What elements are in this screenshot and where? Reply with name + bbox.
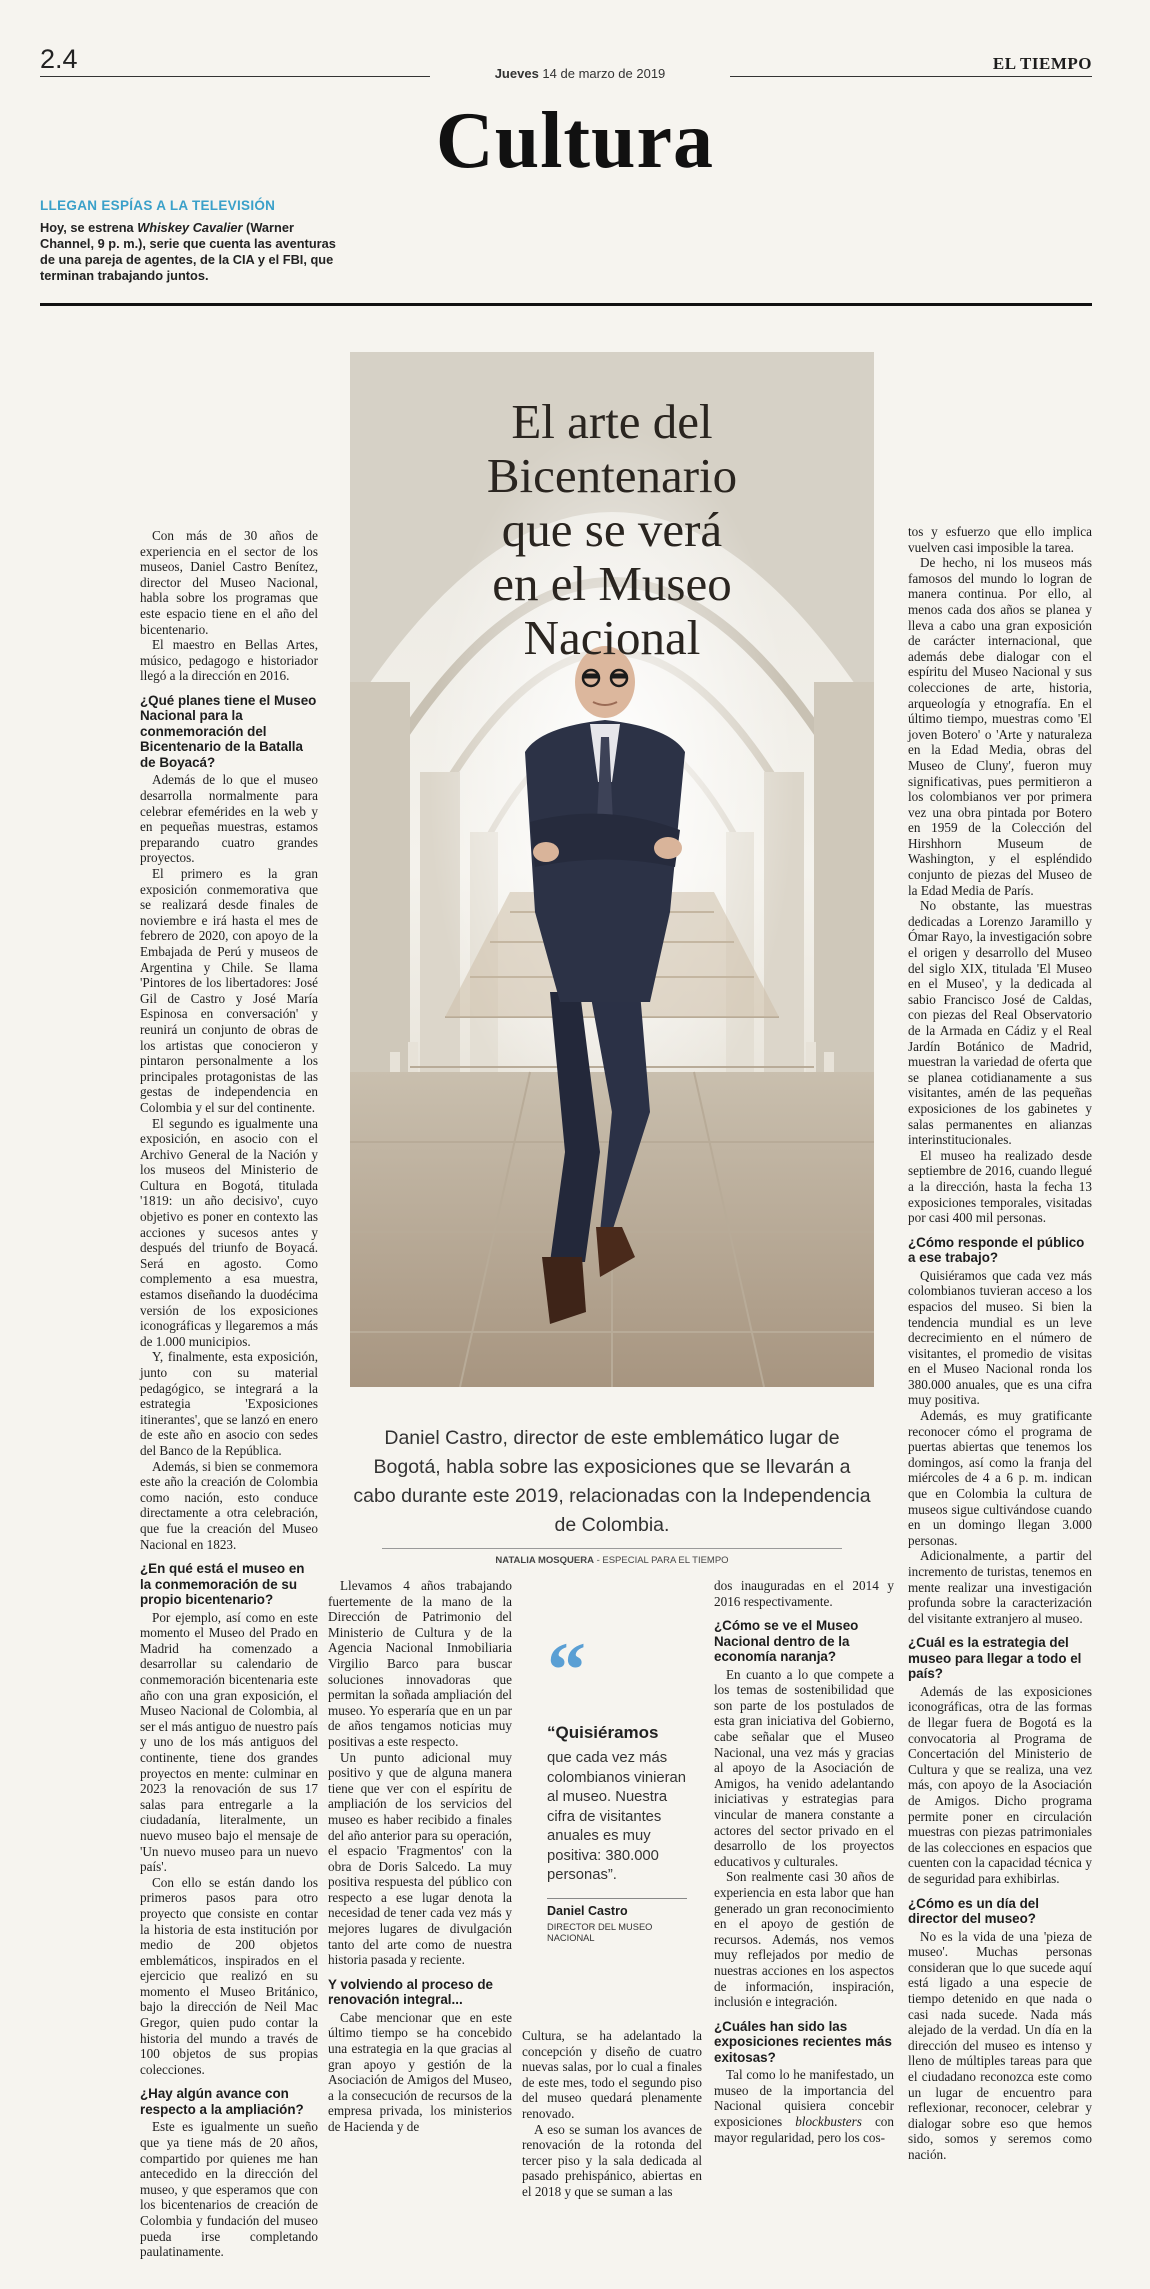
paragraph: Un punto adicional muy positivo y que de alguna manera tiene que ver con el espíritu de ampliación de los servicios del museo es haber recibido a finales del año anterior para su operación, el espacio 'Fragmentos' con la obra de Doris Salcedo. La muy positiva respuesta del público con respecto a ese lugar denota la necesidad de tener cada vez más y mejores lugares de divulgación tanto del arte como de nuestra historia pasada y reciente. [328, 1749, 512, 1968]
question-heading: Y volviendo al proceso de renovación integral... [328, 1976, 493, 2008]
byline-rule [382, 1548, 842, 1549]
section-divider [40, 303, 1092, 306]
question-heading: ¿Hay algún avance con respecto a la ampliación? [140, 2086, 304, 2117]
paragraph: El segundo es igualmente una exposición, en asocio con el Archivo General de la Nación y los museos del Ministerio de Cultura en Bogotá, titulada '1819: un año decisivo', cuyo objetivo es poner en contexto las acciones y sucesos antes y después del triunfo de Boyacá. Será en agosto. Como complemento a esa muestra, estamos diseñando la duodécima versión de los exposiciones iconográficas y llegaremos a más de 1.000 municipios. [140, 1115, 318, 1349]
paragraph [714, 2067, 894, 2145]
question-heading: ¿Cuáles han sido las exposiciones recientes más exitosas? [714, 2018, 892, 2065]
masthead: EL TIEMPO [987, 54, 1092, 74]
pullquote-name: Daniel Castro [547, 1904, 628, 1918]
question-heading: ¿Cómo se ve el Museo Nacional dentro de la economía naranja? [714, 1618, 859, 1665]
pullquote-rule [547, 1898, 687, 1899]
paragraph: Además de lo que el museo desarrolla normalmente para celebrar efemérides en la web y en pequeñas muestras, estamos preparando cuatro grandes proyectos. [140, 772, 318, 866]
paragraph: Llevamos 4 años trabajando fuertemente de la mano de la Dirección de Patrimonio del Ministerio de Cultura y de la Agencia Nacional Inmobiliaria Virgilio Barco para buscar soluciones innovadoras que permitan la soñada ampliación del museo. Yo esperaría que en un par de años tengamos noticias muy positivas a este respecto. [328, 1578, 512, 1749]
paragraph: Además de las exposiciones iconográficas, otra de las formas de llegar fuera de Bogotá es la convocatoria al Programa de Concertación del Ministerio de Cultura y que se realiza, una vez más, con apoyo de la Asociación de Amigos. Dicho programa permite poner en circulación muestras con piezas patrimoniales de las colecciones en espacios que cuenten con la capacidad técnica y de seguridad para exhibirlas. [908, 1683, 1092, 1886]
paragraph: En cuanto a lo que compete a los temas de sostenibilidad que son parte de los postulados de esta gran iniciativa del Gobierno, cabe señalar que el Museo Nacional, una vez más y gracias al apoyo de la Asociación de Amigos, ha venido adelantando iniciativas y estrategias para vincular de manera constante a actores del sector privado en el desarrollo de los proyectos educativos y culturales. [714, 1666, 894, 1869]
question-heading: ¿Cómo es un día del director del museo? [908, 1895, 1039, 1927]
pullquote-lead: “Quisiéramos [547, 1723, 659, 1742]
paragraph: A eso se suman los avances de renovación de la rotonda del tercer piso y la sala dedicada al pasado prehispánico, abiertas en el 2018 y que se suman a las [522, 2121, 702, 2199]
paragraph: Y, finalmente, esta exposición, junto con su material pedagógico, se integrará a la estrategia 'Exposiciones itinerantes', que se lanzó en enero de este año en asocio con sedes del Banco de la República. [140, 1349, 318, 1458]
paragraph: Además, si bien se conmemora este año la creación de Colombia como nación, esto conduce directamente a otra celebración, que fue la creación del Museo Nacional en 1823. [140, 1458, 318, 1552]
date-rest: 14 de marzo de 2019 [542, 66, 666, 81]
article-column-4 [714, 1578, 894, 2145]
paragraph: Adicionalmente, a partir del incremento de turistas, tenemos en mente realizar una investigación profunda sobre la caracterización del visitante extranjero al museo. [908, 1548, 1092, 1626]
teaser-show-title: Whiskey Cavalier [137, 220, 243, 235]
date-day: Jueves [494, 66, 539, 81]
question-heading: ¿Qué planes tiene el Museo Nacional para la conmemoración del Bicentenario de la Batalla de Boyacá? [140, 692, 317, 770]
paragraph: dos inauguradas en el 2014 y 2016 respectivamente. [714, 1578, 894, 1609]
paragraph: Por ejemplo, así como en este momento el Museo del Prado en Madrid ha comenzado a desarrollar su calendario de conmemoración bicentenaria este año con una gran exposición, el Museo Nacional de Colombia, al ser el más antiguo de nuestro país y uno de los más antiguos del continente, tiene dos grandes proyectos en mente: culminar en 2023 la renovación de sus 17 salas para entregarle a la ciudadanía, literalmente, un nuevo museo bajo el mensaje de 'Un nuevo museo para un nuevo país'. [140, 1609, 318, 1875]
question-heading: ¿Cuál es la estrategia del museo para llegar a todo el país? [908, 1635, 1082, 1682]
question-heading: ¿En qué está el museo en la conmemoración de su propio bicentenario? [140, 1561, 305, 1608]
page-number: 2.4 [40, 44, 78, 74]
headline-line: en el Museo [492, 556, 732, 611]
paragraph: Además, es muy gratificante reconocer cómo el programa de puertas abiertas que tenemos los domingos, así como la franja del miércoles de 4 a 6 p. m. indican que en Colombia la cultura de museos sigue cultivándose cuando en un domingo llegan 3.000 personas. [908, 1408, 1092, 1548]
teaser-text-pre: Hoy, se estrena [40, 220, 138, 235]
question-heading: ¿Cómo responde el público a ese trabajo? [908, 1234, 1085, 1266]
article-headline [350, 395, 874, 665]
paragraph: El primero es la gran exposición conmemorativa que se realizará desde finales de noviembre e irá hasta el mes de febrero de 2020, con apoyo de la Embajada de Perú y museos de Argentina y Chile. Se llama 'Pintores de los libertadores: José Gil de Castro y José María Espinosa en conversación' y reunirá un conjunto de obras de los artistas que conocieron y pintaron personalmente a los principales protagonistas de las gestas de independencia en Colombia y el sur del continente. [140, 866, 318, 1115]
article-column-1 [140, 528, 318, 2260]
paragraph: Cabe mencionar que en este último tiempo se ha concebido una estrategia en la que gracias al gran apoyo y gestión de la Asociación de Amigos del Museo, a la consecución de recursos de la empresa privada, los ministerios de Hacienda y de [328, 2009, 512, 2134]
headline-line: Nacional [523, 610, 701, 665]
paragraph: Con ello se están dando los primeros pasos para otro proyecto que consiste en contar la historia de esta institución por medio de 200 objetos emblemáticos, inspirados en el ejercicio que realizó en su momento el Museo Británico, bajo la dirección de Neil Mac Gregor, quien pudo contar la historia del mundo a través de 100 objetos de sus propias colecciones. [140, 1874, 318, 2077]
article-column-5 [908, 524, 1092, 2163]
paragraph: tos y esfuerzo que ello implica vuelven casi imposible la tarea. [908, 524, 1092, 555]
paragraph: Con más de 30 años de experiencia en el sector de los museos, Daniel Castro Benítez, director del Museo Nacional, habla sobre los programas que este espacio tiene en el año del bicentenario. [140, 528, 318, 637]
byline-name: NATALIA MOSQUERA [495, 1555, 594, 1566]
paragraph-italic: blockbusters [795, 2114, 862, 2130]
teaser-kicker: LLEGAN ESPÍAS A LA TELEVISIÓN [40, 198, 276, 213]
paragraph: Quisiéramos que cada vez más colombianos tuvieran acceso a los espacios del museo. Si bien la tendencia mundial es un leve decrecimiento en el número de visitantes, el promedio de visitas en el Museo Nacional ronda los 380.000 anuales, que es una cifra muy positiva. [908, 1267, 1092, 1408]
paragraph: De hecho, ni los museos más famosos del mundo lo logran de manera continua. Por ello, al menos cada dos años se planea y lleva a cabo una gran exposición de carácter internacional, que además debe dialogar con el espíritu del Museo Nacional y sus colecciones de arte, historia, arqueología y etnografía. En el último tiempo, muestras como 'El joven Botero' o 'Arte y naturaleza en la Edad Media, obras del Museo de Cluny', fueron muy significativas, pues permitieron a los colombianos ver por primera vez una obra pintada por Botero en 1959 de la Colección del Hirshhorn Museum de Washington, y el espléndido conjunto de piezas del Museo de la Edad Media de París. [908, 555, 1092, 898]
paragraph: El maestro en Bellas Artes, músico, pedagogo e historiador llegó a la dirección en 2016. [140, 637, 318, 684]
paragraph: Son realmente casi 30 años de experiencia en esta labor que han generado un gran reconocimiento en el apoyo de gestión de recursos. Además, nos vemos muy reflejados por medio de nuestras acciones en los aspectos de información, inspiración, inclusión e integración. [714, 1869, 894, 2010]
pullquote-text: que cada vez más colombianos vinieran al museo. Nuestra cifra de visitantes anuales es muy positiva: 380.000 personas”. [547, 1750, 687, 1883]
headline-line: Bicentenario [486, 448, 738, 503]
paragraph: No obstante, las muestras dedicadas a Lorenzo Jaramillo y Ómar Rayo, la investigación sobre el origen y desarrollo del Museo del siglo XIX, titulada 'El Museo en el Museo', y la dedicada al sabio Francisco José de Caldas, con piezas del Real Observatorio de la Armada en Cádiz y el Real Jardín Botánico de Madrid, muestran la variedad de oferta que se planea cotidianamente a sus visitantes, amén de las pequeñas exposiciones de los gabinetes y salas permanentes en alianzas interinstitucionales. [908, 898, 1092, 1148]
teaser-body [40, 220, 340, 284]
byline-role: - ESPECIAL PARA EL TIEMPO [593, 1555, 729, 1566]
quote-mark-icon: “ [547, 1626, 586, 1713]
article-column-3 [522, 2028, 702, 2200]
paragraph: Este es igualmente un sueño que ya tiene más de 20 años, compartido por quienes me han antecedido en la dirección del museo, y que esperamos que con los bicentenarios de creación de Colombia y fundación del museo pueda irse completando paulatinamente. [140, 2119, 318, 2260]
headline-line: que se verá [501, 502, 723, 557]
paragraph-text: Tal como lo he manifestado, un museo de la importancia del Nacional quisiera concebir exposiciones [714, 2067, 894, 2130]
pullquote-role: DIRECTOR DEL MUSEO NACIONAL [547, 1922, 653, 1943]
byline [350, 1555, 874, 1566]
teaser-text-post: (Warner Channel, 9 p. m.), serie que cuenta las aventuras de una pareja de agentes, de la CIA y el FBI, que terminan trabajando juntos. [40, 220, 336, 283]
article-column-2 [328, 1578, 512, 2135]
paragraph-text: con mayor regularidad, pero los cos- [714, 2114, 894, 2145]
header-date [430, 66, 730, 81]
paragraph: Cultura, se ha adelantado la concepción y diseño de cuatro nuevas salas, por lo cual a finales de este mes, todo el segundo piso del museo quedará plenamente renovado. [522, 2028, 702, 2121]
paragraph: El museo ha realizado desde septiembre de 2016, cuando llegué a la dirección, hasta la fecha 13 exposiciones temporales, visitadas por casi 400 mil personas. [908, 1147, 1092, 1226]
paragraph: No es la vida de una 'pieza de museo'. Muchas personas consideran que lo que sucede aquí está ligado a una especie de tiempo detenido en que nada o casi nada sucede. Nada más alejado de la verdad. Un día en la dirección del museo es intenso y lleno de múltiples tareas para que el ciudadano reconozca este como un lugar de encuentro para reflexionar, reconocer, celebrar y dialogar sobre eso que hemos sido, somos y seremos como nación. [908, 1928, 1092, 2162]
section-title: Cultura [435, 97, 715, 185]
headline-line: El arte del [511, 394, 713, 449]
article-deck: Daniel Castro, director de este emblemático lugar de Bogotá, habla sobre las exposiciones que se llevarán a cabo durante este 2019, relacionadas con la Independencia de Colombia. [353, 1427, 871, 1536]
